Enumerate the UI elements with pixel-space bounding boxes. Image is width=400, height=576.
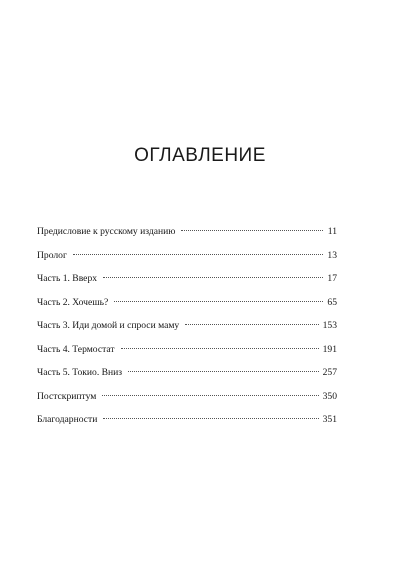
dot-leader <box>114 301 323 302</box>
toc-entry-label: Предисловие к русскому изданию <box>37 226 176 237</box>
dot-leader <box>73 254 323 255</box>
toc-entry-label: Часть 5. Токио. Вниз <box>37 367 123 378</box>
toc-entry <box>37 391 337 415</box>
toc-entry <box>37 320 337 344</box>
dot-leader <box>181 230 323 231</box>
toc-entry-label: Часть 2. Хочешь? <box>37 296 109 308</box>
toc-entry <box>37 226 337 250</box>
dot-leader <box>185 324 318 325</box>
toc-entry-label: Пролог <box>37 249 67 261</box>
toc-entry-page: 13 <box>327 249 337 261</box>
toc-entry <box>37 297 337 321</box>
toc-entry-page: 191 <box>322 343 337 355</box>
toc-entry <box>37 273 337 297</box>
toc-entry-label: Часть 4. Термостат <box>37 343 115 355</box>
toc-entry-page: 257 <box>322 367 337 378</box>
dot-leader <box>128 371 319 372</box>
dot-leader <box>121 348 319 349</box>
toc-entry <box>37 414 337 438</box>
toc-heading: ОГЛАВЛЕНИЕ <box>134 145 266 166</box>
toc-entry <box>37 344 337 368</box>
toc-entry-label: Часть 1. Вверх <box>37 273 98 284</box>
toc-entry-page: 17 <box>327 273 337 284</box>
toc-entry-page: 153 <box>322 320 337 331</box>
toc-entry <box>37 250 337 274</box>
toc-entry <box>37 367 337 391</box>
toc-entry-label: Благодарности <box>37 414 98 425</box>
toc-entry-page: 351 <box>322 414 337 425</box>
toc-entry-label: Часть 3. Иди домой и спроси маму <box>37 320 180 331</box>
toc-entry-label: Постскриптум <box>37 390 97 402</box>
toc-entry-page: 65 <box>327 296 337 308</box>
toc-entry-page: 11 <box>327 226 337 237</box>
dot-leader <box>103 277 323 278</box>
toc-entry-page: 350 <box>322 390 337 402</box>
dot-leader <box>103 418 318 419</box>
dot-leader <box>102 395 318 396</box>
toc-list <box>37 226 337 438</box>
